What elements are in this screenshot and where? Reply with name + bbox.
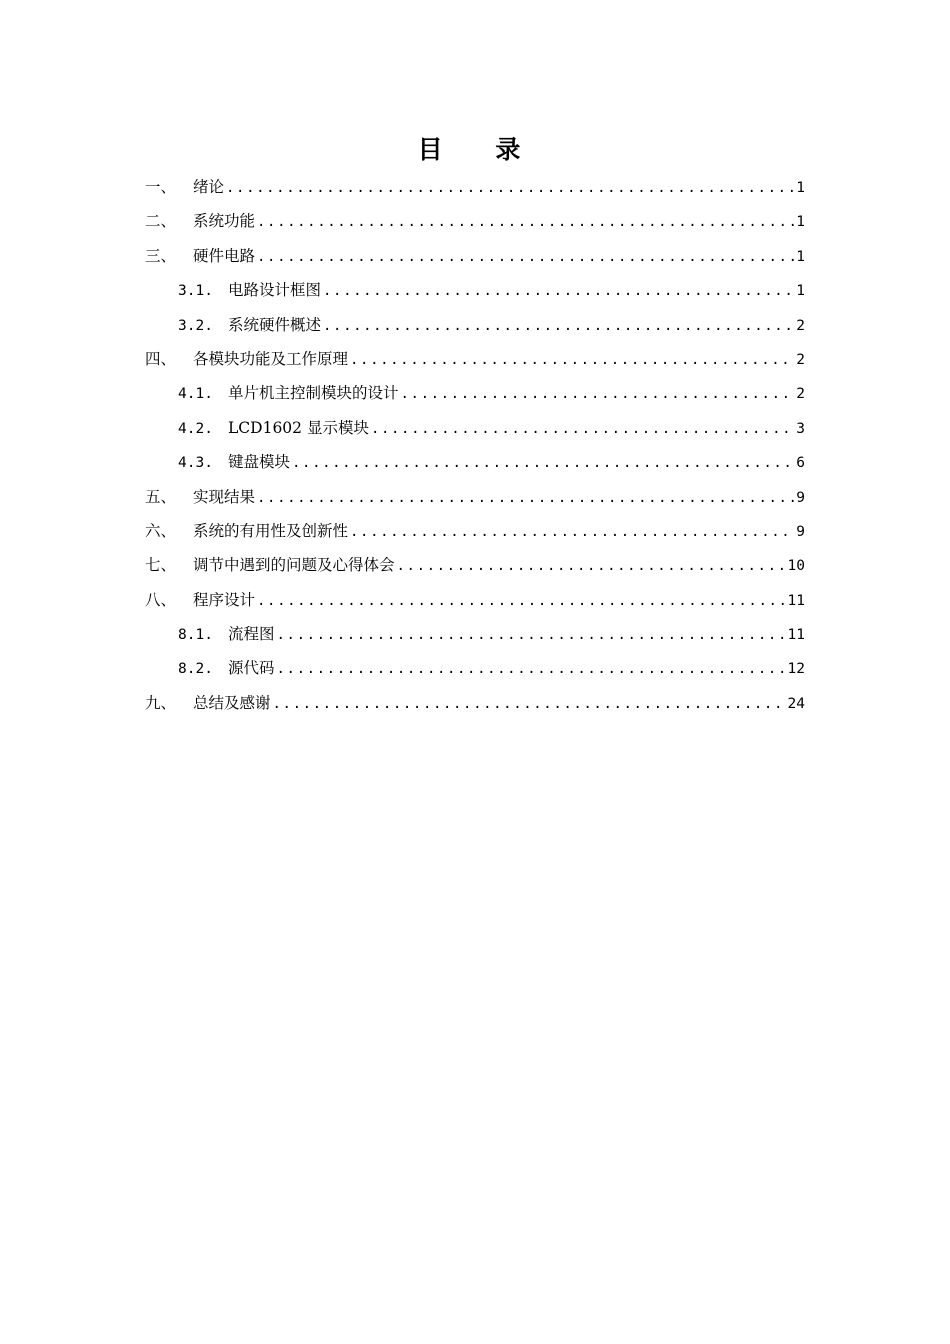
toc-entry-number: 8.2.	[178, 661, 213, 678]
toc-entry-page-number: 1	[796, 214, 805, 231]
toc-dot-leader	[277, 618, 786, 652]
toc-entry[interactable]	[145, 204, 805, 238]
toc-entry-number: 4.1.	[178, 386, 213, 403]
toc-dot-leader	[257, 481, 794, 515]
toc-entry-page-number: 11	[787, 592, 805, 609]
toc-dot-leader	[323, 274, 794, 308]
toc-entry[interactable]	[145, 514, 805, 548]
toc-entry-number: 3.1.	[178, 283, 213, 300]
toc-entry-number: 4.2.	[178, 420, 213, 437]
toc-dot-leader	[273, 687, 786, 721]
toc-entry-number: 三、	[145, 246, 177, 265]
toc-entry[interactable]	[145, 445, 805, 479]
toc-entry[interactable]	[145, 273, 805, 307]
toc-dot-leader	[350, 515, 794, 549]
toc-entry-number: 七、	[145, 556, 177, 575]
toc-entry-label: 绪论	[193, 178, 225, 196]
toc-entry-page-number: 1	[796, 248, 805, 265]
toc-entry-number: 八、	[145, 590, 177, 609]
toc-list	[145, 170, 805, 720]
toc-entry-page-number: 1	[796, 180, 805, 196]
toc-entry-number: 一、	[145, 178, 177, 196]
toc-entry-number: 五、	[145, 487, 177, 506]
toc-entry-page-number: 2	[796, 317, 805, 334]
toc-entry-number: 8.1.	[178, 627, 213, 644]
toc-entry-page-number: 9	[796, 489, 805, 506]
toc-dot-leader	[397, 549, 786, 583]
toc-entry[interactable]	[145, 651, 805, 685]
toc-entry-label: 各模块功能及工作原理	[193, 349, 349, 368]
toc-entry-number: 九、	[145, 693, 177, 712]
toc-entry-page-number: 12	[787, 661, 805, 678]
toc-dot-leader	[257, 584, 786, 618]
toc-entry-label: 调节中遇到的问题及心得体会	[193, 556, 395, 575]
toc-entry-page-number: 24	[787, 695, 805, 712]
toc-entry-label: 实现结果	[193, 487, 256, 506]
toc-entry-label: LCD1602 显示模块	[228, 418, 369, 437]
toc-dot-leader	[401, 377, 795, 411]
toc-dot-leader	[226, 171, 794, 205]
toc-entry-page-number: 10	[787, 558, 805, 575]
toc-entry-label: 总结及感谢	[193, 693, 271, 712]
toc-entry-number: 四、	[145, 349, 177, 368]
toc-entry[interactable]	[145, 376, 805, 410]
toc-entry-number: 二、	[145, 212, 177, 231]
toc-entry-label: 键盘模块	[228, 453, 291, 472]
toc-entry[interactable]	[145, 583, 805, 617]
toc-dot-leader	[371, 412, 794, 446]
toc-dot-leader	[257, 240, 794, 274]
toc-entry-page-number: 2	[796, 351, 805, 368]
toc-entry-page-number: 3	[796, 420, 805, 437]
toc-entry-label: 单片机主控制模块的设计	[228, 384, 399, 403]
toc-entry-page-number: 6	[796, 455, 805, 472]
toc-entry-number: 六、	[145, 521, 177, 540]
toc-entry[interactable]	[145, 170, 805, 204]
toc-entry[interactable]	[145, 239, 805, 273]
toc-title: 目 录	[417, 135, 543, 164]
toc-entry-label: 系统硬件概述	[228, 315, 322, 334]
toc-entry-label: 源代码	[228, 659, 275, 678]
toc-entry[interactable]	[145, 480, 805, 514]
toc-dot-leader	[292, 446, 794, 480]
toc-entry[interactable]	[145, 308, 805, 342]
toc-entry[interactable]	[145, 548, 805, 582]
toc-entry-page-number: 11	[787, 627, 805, 644]
toc-entry-page-number: 1	[796, 283, 805, 300]
toc-entry-number: 3.2.	[178, 317, 213, 334]
toc-dot-leader	[350, 343, 794, 377]
toc-entry-label: 硬件电路	[193, 246, 256, 265]
toc-entry[interactable]	[145, 686, 805, 720]
toc-entry[interactable]	[145, 617, 805, 651]
toc-entry-page-number: 9	[796, 523, 805, 540]
toc-entry-page-number: 2	[796, 386, 805, 403]
toc-entry-label: 程序设计	[193, 590, 256, 609]
toc-dot-leader	[257, 205, 794, 239]
toc-entry-label: 电路设计框图	[228, 281, 322, 300]
toc-entry[interactable]	[145, 342, 805, 376]
toc-entry-label: 流程图	[228, 625, 275, 644]
toc-entry-label: 系统的有用性及创新性	[193, 521, 349, 540]
toc-entry[interactable]	[145, 411, 805, 445]
toc-entry-number: 4.3.	[178, 455, 213, 472]
toc-dot-leader	[277, 652, 786, 686]
toc-entry-label: 系统功能	[193, 212, 256, 231]
toc-dot-leader	[323, 309, 794, 343]
